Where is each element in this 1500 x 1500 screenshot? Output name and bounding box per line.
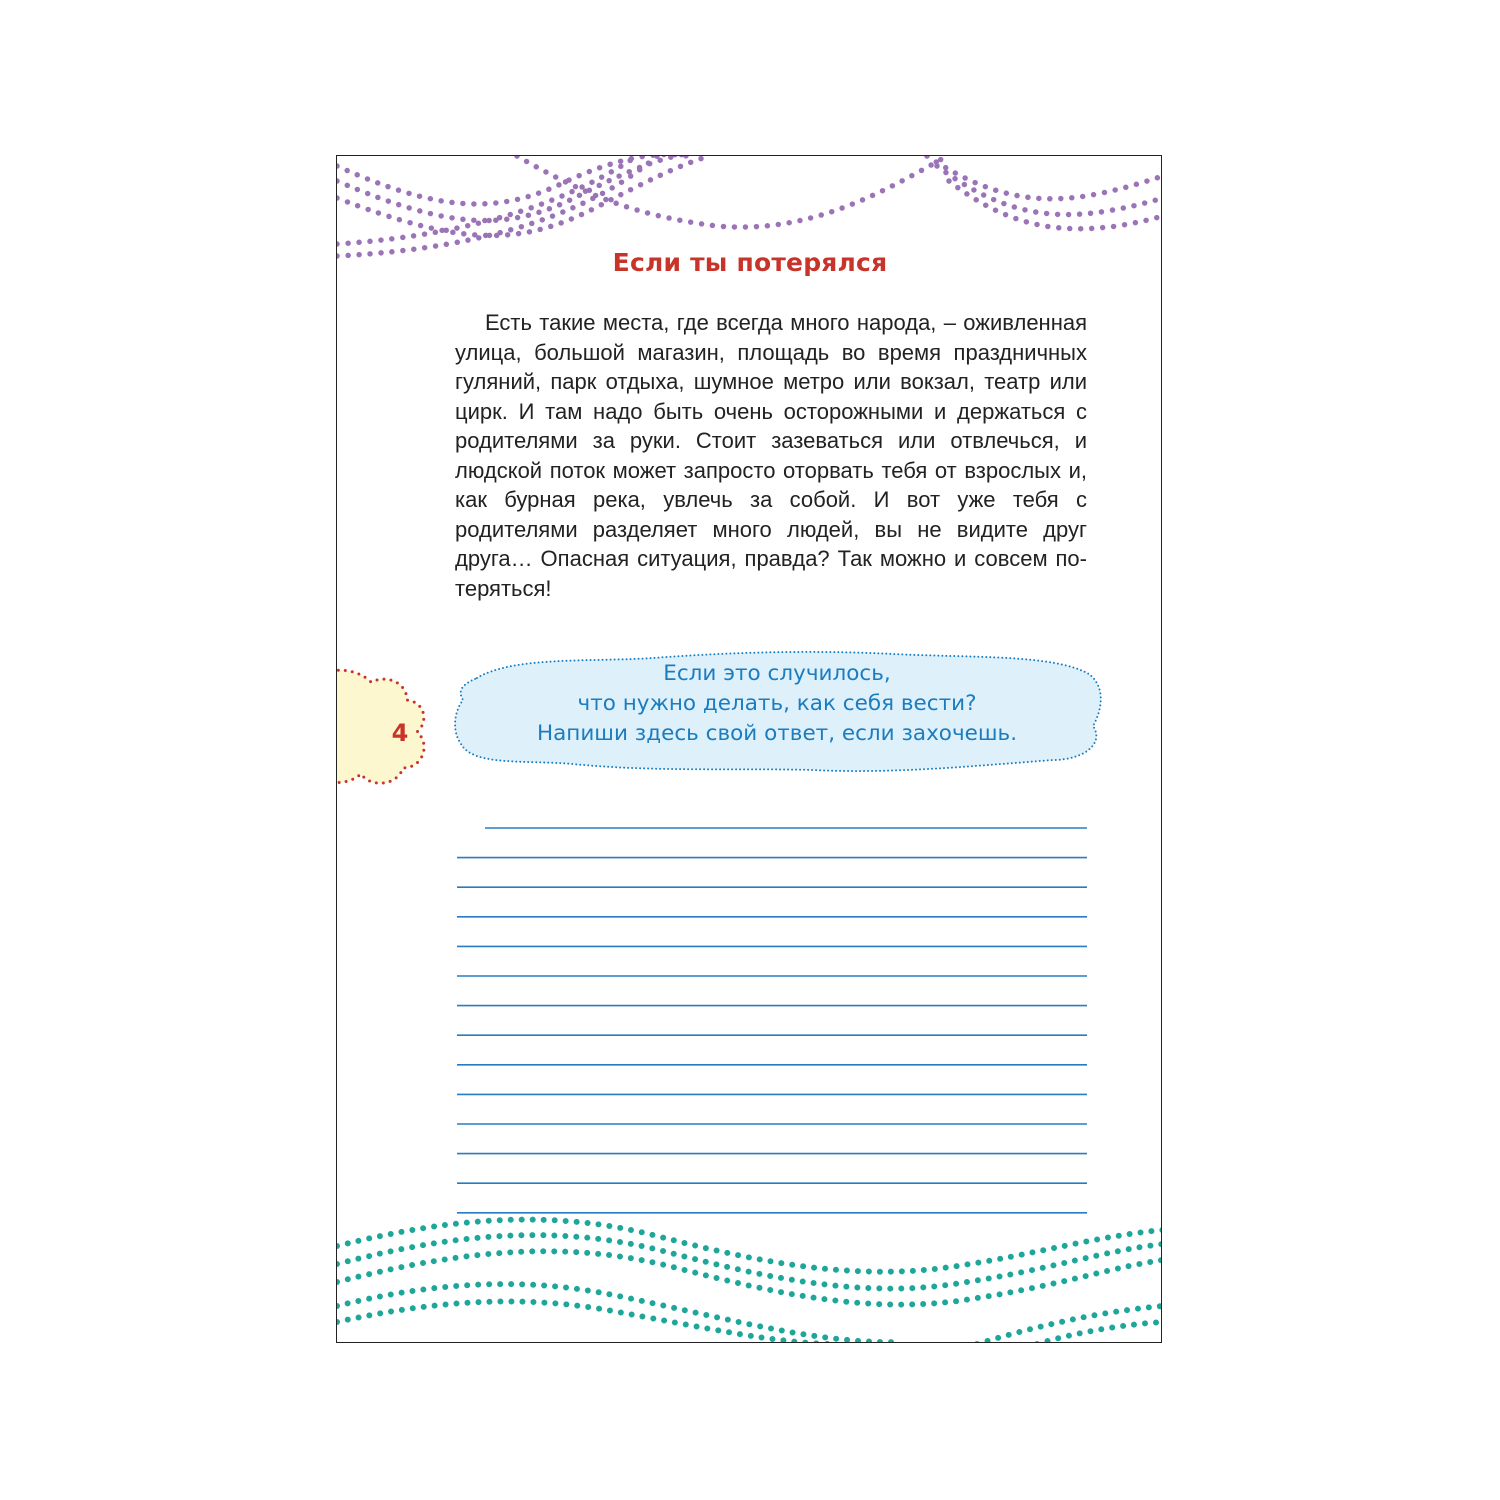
page-number: 4	[391, 719, 409, 747]
prompt-line-1: Если это случилось,	[663, 661, 891, 686]
page-title: Если ты потерялся	[612, 248, 888, 277]
prompt-line-2: что нужно делать, как себя вести?	[577, 691, 977, 716]
body-paragraph: Есть такие места, где всегда много народа, – оживленная улица, большой магазин, площадь во время праздничных гуляний, парк отдыха, шумное метро или вокзал, театр или цирк. И там надо быть очень осторожными и держаться с родителями за руки. Стоит зазеваться или отвлечься, и людской поток может запросто оторвать тебя от взрослых и, как бурная река, увлечь за собой. И вот уже тебя с родителями разделяет много людей, вы не видите друг друга… Опасная ситуация, правда? Так можно и совсем потеряться!	[455, 310, 1087, 601]
question-prompt	[467, 659, 1087, 749]
workbook-page	[336, 155, 1162, 1343]
bottom-dotted-waves	[337, 1216, 1162, 1343]
prompt-line-3: Напиши здесь свой ответ, если захочешь.	[536, 721, 1018, 746]
